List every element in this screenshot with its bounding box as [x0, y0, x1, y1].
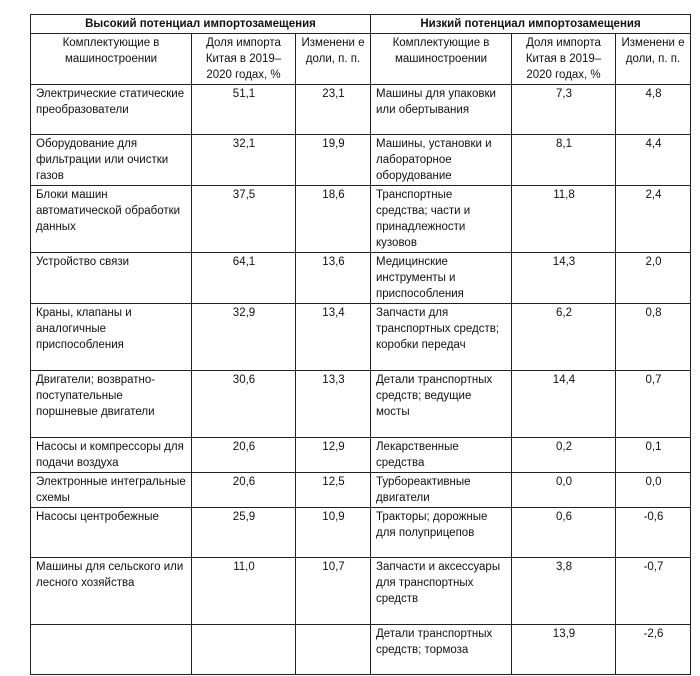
low-import-share: 14,4: [512, 371, 616, 438]
low-import-share: 3,8: [512, 558, 616, 625]
high-share-change: 23,1: [296, 85, 371, 135]
high-share-change: [296, 625, 371, 675]
col-header-share-low: Доля импорта Китая в 2019–2020 годах, %: [512, 34, 616, 85]
high-component-name: Насосы и компрессоры для подачи воздуха: [31, 438, 192, 473]
high-component-name: Машины для сельского или лесного хозяйства: [31, 558, 192, 625]
col-header-share-high: Доля импорта Китая в 2019–2020 годах, %: [192, 34, 296, 85]
high-import-share: [192, 625, 296, 675]
high-share-change: 12,5: [296, 473, 371, 508]
high-share-change: 13,3: [296, 371, 371, 438]
high-component-name: Электрические статические преобразователи: [31, 85, 192, 135]
low-share-change: -0,6: [616, 508, 691, 558]
table-row: [31, 253, 691, 304]
high-import-share: 32,1: [192, 135, 296, 186]
col-header-change-low: Изменени е доли, п. п.: [616, 34, 691, 85]
table-row: [31, 625, 691, 675]
table-row: [31, 85, 691, 135]
import-substitution-table: [30, 14, 691, 675]
table-row: [31, 186, 691, 253]
low-component-name: Транспортные средства; части и принадлежности кузовов: [371, 186, 512, 253]
high-import-share: 30,6: [192, 371, 296, 438]
high-share-change: 13,4: [296, 304, 371, 371]
high-share-change: 10,7: [296, 558, 371, 625]
low-component-name: Запчасти и аксессуары для транспортных средств: [371, 558, 512, 625]
low-share-change: 4,4: [616, 135, 691, 186]
high-share-change: 18,6: [296, 186, 371, 253]
low-import-share: 13,9: [512, 625, 616, 675]
high-import-share: 51,1: [192, 85, 296, 135]
high-component-name: Насосы центробежные: [31, 508, 192, 558]
high-import-share: 25,9: [192, 508, 296, 558]
low-share-change: 2,4: [616, 186, 691, 253]
low-share-change: -0,7: [616, 558, 691, 625]
high-import-share: 37,5: [192, 186, 296, 253]
high-import-share: 20,6: [192, 473, 296, 508]
low-component-name: Детали транспортных средств; ведущие мосты: [371, 371, 512, 438]
low-component-name: Тракторы; дорожные для полуприцепов: [371, 508, 512, 558]
table-row: [31, 508, 691, 558]
low-share-change: 0,8: [616, 304, 691, 371]
low-import-share: 7,3: [512, 85, 616, 135]
high-share-change: 13,6: [296, 253, 371, 304]
col-header-name-low: Комплектующие в машиностроении: [371, 34, 512, 85]
low-component-name: Машины для упаковки или обертывания: [371, 85, 512, 135]
low-share-change: -2,6: [616, 625, 691, 675]
low-import-share: 8,1: [512, 135, 616, 186]
low-component-name: Запчасти для транспортных средств; коробки передач: [371, 304, 512, 371]
high-component-name: [31, 625, 192, 675]
low-import-share: 0,0: [512, 473, 616, 508]
high-component-name: Оборудование для фильтрации или очистки газов: [31, 135, 192, 186]
low-component-name: Детали транспортных средств; тормоза: [371, 625, 512, 675]
high-share-change: 19,9: [296, 135, 371, 186]
low-import-share: 6,2: [512, 304, 616, 371]
low-import-share: 14,3: [512, 253, 616, 304]
col-header-change-high: Изменени е доли, п. п.: [296, 34, 371, 85]
high-component-name: Электронные интегральные схемы: [31, 473, 192, 508]
high-import-share: 64,1: [192, 253, 296, 304]
group-header-high: Высокий потенциал импортозамещения: [31, 15, 371, 34]
low-component-name: Лекарственные средства: [371, 438, 512, 473]
low-component-name: Турбореактивные двигатели: [371, 473, 512, 508]
high-component-name: Устройство связи: [31, 253, 192, 304]
table-row: [31, 438, 691, 473]
low-share-change: 0,7: [616, 371, 691, 438]
low-import-share: 0,6: [512, 508, 616, 558]
low-import-share: 11,8: [512, 186, 616, 253]
low-share-change: 0,0: [616, 473, 691, 508]
high-share-change: 12,9: [296, 438, 371, 473]
col-header-name-high: Комплектующие в машиностроении: [31, 34, 192, 85]
table-row: [31, 135, 691, 186]
low-component-name: Машины, установки и лабораторное оборудование: [371, 135, 512, 186]
high-import-share: 11,0: [192, 558, 296, 625]
group-header-low: Низкий потенциал импортозамещения: [371, 15, 691, 34]
high-share-change: 10,9: [296, 508, 371, 558]
table-row: [31, 304, 691, 371]
high-import-share: 32,9: [192, 304, 296, 371]
table-row: [31, 558, 691, 625]
high-component-name: Двигатели; возвратно-поступательные поршневые двигатели: [31, 371, 192, 438]
low-share-change: 0,1: [616, 438, 691, 473]
low-import-share: 0,2: [512, 438, 616, 473]
high-component-name: Блоки машин автоматической обработки данных: [31, 186, 192, 253]
low-component-name: Медицинские инструменты и приспособления: [371, 253, 512, 304]
high-import-share: 20,6: [192, 438, 296, 473]
high-component-name: Краны, клапаны и аналогичные приспособления: [31, 304, 192, 371]
low-share-change: 2,0: [616, 253, 691, 304]
table-row: [31, 473, 691, 508]
table-row: [31, 371, 691, 438]
low-share-change: 4,8: [616, 85, 691, 135]
